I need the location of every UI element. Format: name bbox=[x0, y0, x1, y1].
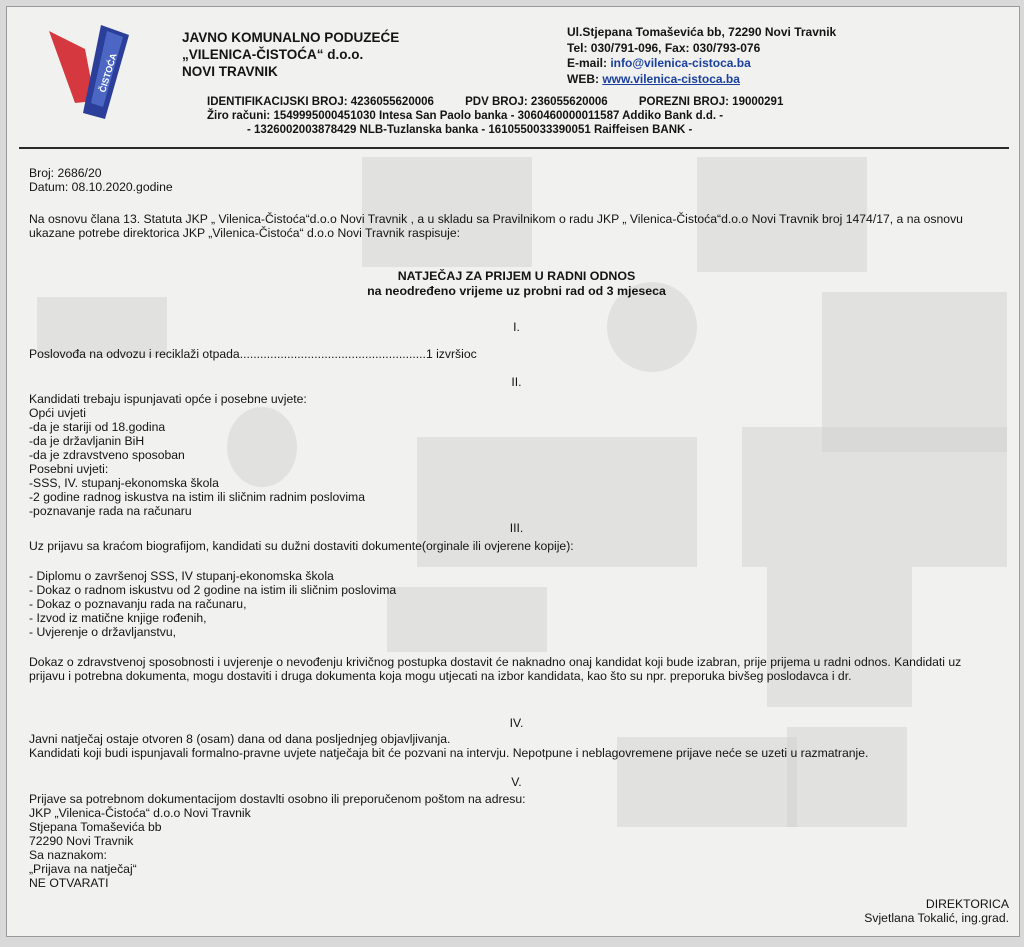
interview-note: Kandidati koji budi ispunjavali formalno-pravne uvjete natječaja bit će pozvani na intervju. Nepotpune i neblagovremene prijave neće se uzeti u razmatranje. bbox=[29, 746, 869, 760]
signer-role: DIREKTORICA bbox=[925, 897, 1009, 911]
list-item: - Dokaz o radnom iskustvu od 2 godine na istim ili sličnim poslovima bbox=[29, 583, 397, 597]
phone-line: Tel: 030/791-096, Fax: 030/793-076 bbox=[567, 40, 761, 55]
general-title: Opći uvjeti bbox=[29, 406, 86, 420]
web-label: WEB: bbox=[567, 71, 603, 86]
email-label: E-mail: bbox=[567, 56, 611, 70]
section-number: II. bbox=[511, 375, 522, 389]
address-line: Sa naznakom: bbox=[29, 848, 107, 862]
document-date: Datum: 08.10.2020.godine bbox=[29, 180, 173, 194]
requirements-block bbox=[29, 392, 365, 518]
email-link[interactable]: info@vilenica-cistoca.ba bbox=[610, 56, 751, 70]
email-line bbox=[567, 56, 836, 72]
address-line: 72290 Novi Travnik bbox=[29, 834, 134, 848]
section-number: V. bbox=[511, 775, 522, 789]
web-line bbox=[567, 72, 836, 88]
health-paragraph: Dokaz o zdravstvenoj sposobnosti i uvjerenje o nevođenju krivičnog postupka dostavit će naknadno onaj kandidat koji bude izabran, prije prijema u radni odnos. Kandidati uz prijavu i potrebna dokumenta, mogu dostaviti i druga dokumenta koja mogu utjecati na izbor kandidata, kao što su npr. preporuka bivšeg poslodavca i dr. bbox=[29, 655, 962, 683]
registration-info bbox=[207, 95, 811, 137]
web-link[interactable]: www.vilenica-cistoca.ba bbox=[602, 71, 740, 86]
section-number: IV. bbox=[509, 716, 524, 730]
bleed-block bbox=[767, 567, 912, 707]
submission-intro: Prijave sa potrebnom dokumentacijom dostavlti osobno ili preporučenom poštom na adresu: bbox=[29, 792, 526, 806]
list-item: -2 godine radnog iskustva na istim ili sličnim radnim poslovima bbox=[29, 490, 365, 504]
vat-number: PDV BROJ: 236055620006 bbox=[465, 96, 608, 108]
bank-accounts-line: - 1326002003878429 NLB-Tuzlanska banka - 1610550033390051 Raiffeisen BANK - bbox=[247, 124, 693, 136]
list-item: -poznavanje rada na računaru bbox=[29, 504, 192, 518]
company-line: „VILENICA-ČISTOĆA“ d.o.o. bbox=[182, 47, 364, 62]
list-item: - Izvod iz matične knjige rođenih, bbox=[29, 611, 207, 625]
list-item: - Diplomu o završenoj SSS, IV stupanj-ekonomska škola bbox=[29, 569, 334, 583]
list-item: - Dokaz o poznavanju rada na računaru, bbox=[29, 597, 247, 611]
company-line: NOVI TRAVNIK bbox=[182, 64, 278, 79]
reference-block bbox=[29, 166, 173, 194]
list-item: -da je državljanin BiH bbox=[29, 434, 145, 448]
address-line: Stjepana Tomaševića bb bbox=[29, 820, 162, 834]
special-title: Posebni uvjeti: bbox=[29, 462, 109, 476]
company-name bbox=[182, 29, 399, 80]
section-number: III. bbox=[509, 521, 524, 535]
open-period: Javni natječaj ostaje otvoren 8 (osam) dana od dana posljednjeg objavljivanja. bbox=[29, 732, 451, 746]
address-line: „Prijava na natječaj“ bbox=[29, 862, 137, 876]
bleed-block bbox=[742, 427, 1007, 567]
documents-intro: Uz prijavu sa kraćom biografijom, kandidati su dužni dostaviti dokumente(orginale ili ovjerene kopije): bbox=[29, 539, 574, 553]
bleed-block bbox=[387, 587, 547, 652]
bank-accounts-line: Žiro računi: 1549995000451030 Intesa San Paolo banka - 3060460000011587 Addiko Bank d.d. - bbox=[207, 110, 724, 122]
submission-block bbox=[29, 792, 526, 890]
intro-paragraph: Na osnovu člana 13. Statuta JKP „ Vilenica-Čistoća“d.o.o Novi Travnik , a u skladu sa Pravilnikom o radu JKP „ Vilenica-Čistoća“d.o.o Novi Travnik broj 1474/17, a na osnovu ukazane potrebe direktorica JKP „Vilenica-Čistoća“ d.o.o Novi Travnik raspisuje: bbox=[29, 212, 963, 240]
job-posting-page bbox=[6, 6, 1020, 937]
company-line: JAVNO KOMUNALNO PODUZEĆE bbox=[182, 30, 400, 45]
requirements-intro: Kandidati trebaju ispunjavati opće i posebne uvjete: bbox=[29, 392, 307, 406]
letterhead bbox=[7, 7, 1019, 147]
list-item: -da je zdravstveno sposoban bbox=[29, 448, 185, 462]
contact-block bbox=[567, 25, 836, 87]
list-item: -da je stariji od 18.godina bbox=[29, 420, 166, 434]
documents-list bbox=[29, 569, 396, 639]
company-logo-icon bbox=[45, 21, 135, 121]
id-number: IDENTIFIKACIJSKI BROJ: 4236055620006 bbox=[207, 96, 434, 108]
document-number: Broj: 2686/20 bbox=[29, 166, 102, 180]
list-item: - Uvjerenje o državljanstvu, bbox=[29, 625, 176, 639]
logo-text: ČISTOĆA bbox=[97, 52, 119, 94]
address-line: JKP „Vilenica-Čistoća“ d.o.o Novi Travnik bbox=[29, 806, 251, 820]
tax-number: POREZNI BROJ: 19000291 bbox=[638, 96, 784, 108]
signature-block bbox=[864, 897, 1009, 925]
header-divider bbox=[19, 147, 1009, 149]
posting-title: NATJEČAJ ZA PRIJEM U RADNI ODNOS bbox=[397, 269, 636, 283]
id-numbers bbox=[207, 95, 811, 109]
position-line: Poslovođa na odvozu i reciklaži otpada.......................................................1 izvršioc bbox=[29, 347, 477, 361]
address-line: NE OTVARATI bbox=[29, 876, 109, 890]
posting-subtitle: na neodređeno vrijeme uz probni rad od 3 mjeseca bbox=[367, 284, 666, 298]
signer-name: Svjetlana Tokalić, ing.grad. bbox=[864, 911, 1009, 925]
section-number: I. bbox=[513, 320, 520, 334]
list-item: -SSS, IV. stupanj-ekonomska škola bbox=[29, 476, 219, 490]
address-line: Ul.Stjepana Tomaševića bb, 72290 Novi Travnik bbox=[567, 25, 837, 39]
